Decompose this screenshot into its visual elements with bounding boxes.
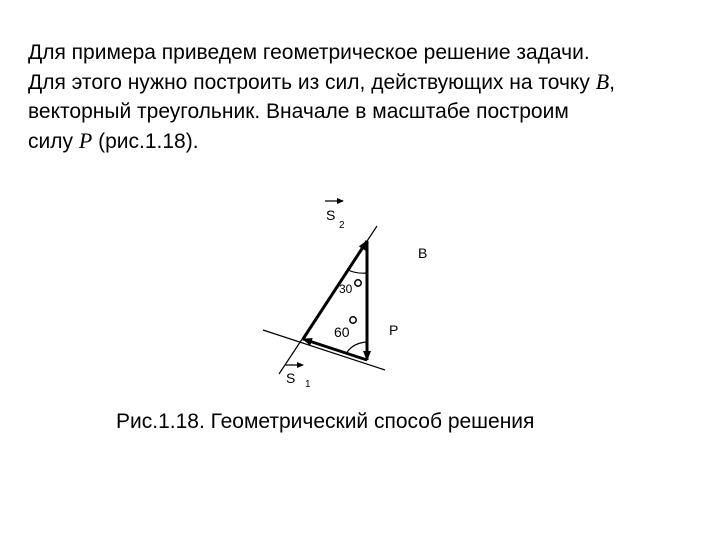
degree-30-symbol xyxy=(355,280,361,286)
angle-60-arc xyxy=(346,342,367,354)
s1-subscript: 1 xyxy=(305,379,311,390)
text-line-4-content: силу xyxy=(28,130,79,153)
angle-30-label: 30 xyxy=(339,282,353,296)
degree-60-symbol xyxy=(350,317,356,323)
text-line-4-ref: (рис.1.18). xyxy=(92,130,199,153)
text-line-3-content: векторный треугольник. Вначале в масштабе построим xyxy=(28,100,569,123)
angle-60-label: 60 xyxy=(334,324,350,340)
s2-subscript: 2 xyxy=(339,220,345,231)
text-line-1-content: Для примера приведем геометрическое решение задачи. xyxy=(28,41,590,64)
s1-label: S xyxy=(286,370,296,386)
point-b-variable: B xyxy=(595,69,610,94)
s1-vector xyxy=(303,339,367,360)
s2-label: S xyxy=(326,207,336,223)
angle-30-arc xyxy=(348,270,367,273)
text-line-2-content: Для этого нужно построить из сил, действующих на точку xyxy=(28,71,596,94)
force-p-variable: P xyxy=(78,128,93,153)
point-b-label: B xyxy=(418,245,428,261)
text-line-2-punct: , xyxy=(609,71,615,94)
figure-caption: Рис.1.18. Геометрический способ решения xyxy=(116,410,535,433)
p-label: P xyxy=(389,322,399,338)
